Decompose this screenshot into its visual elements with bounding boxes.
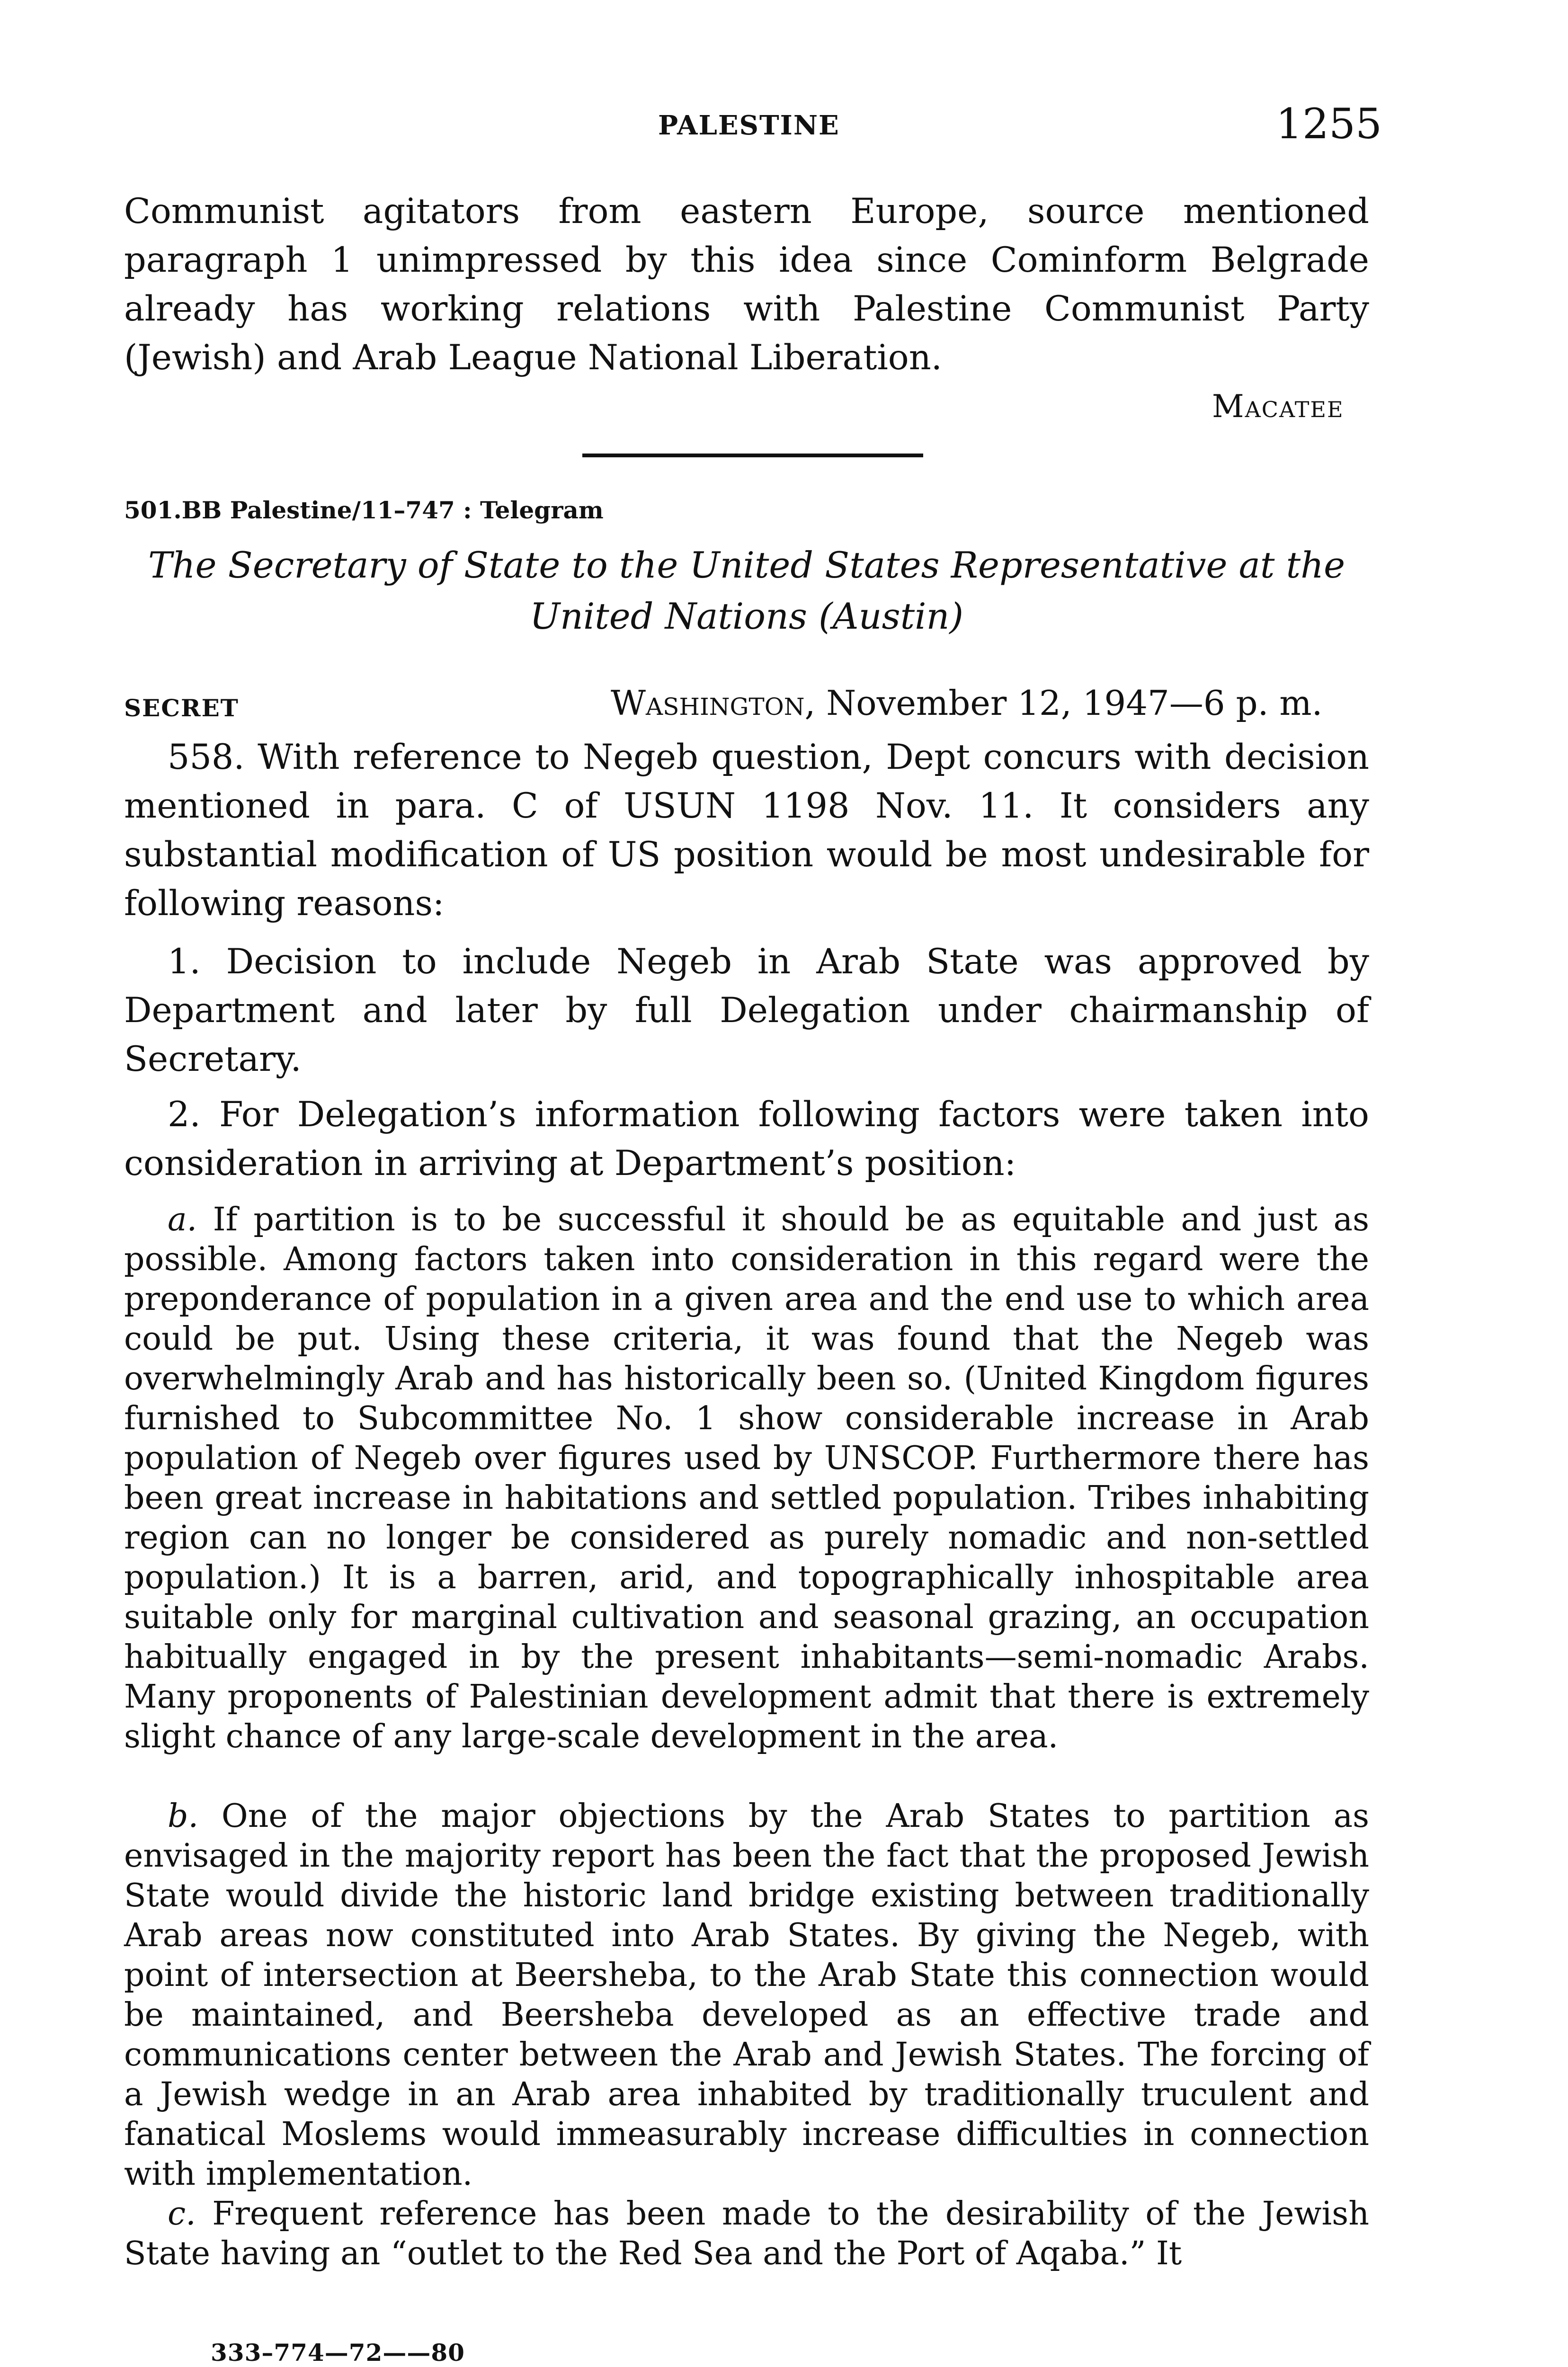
page-number: 1255 [1276, 99, 1382, 148]
sub-item-text: If partition is to be successful it should be as equitable and just as possible. Among factors taken into consideration in this regard were the preponderance of population in a given area and the end use to which area could be put. Using these criteria, it was found that the Negeb was overwhelmingly Arab and has historically been so. (United Kingdom figures furnished to Subcommittee No. 1 show considerable increase in Arab population of Negeb over figures used by UNSCOP. Furthermore there has been great increase in habitations and settled population. Tribes inhabiting region can no longer be considered as purely nomadic and non-settled population.) It is a barren, arid, and topographically inhospitable area suitable only for marginal cultivation and seasonal grazing, an occupation habitually engaged in by the present inhabitants—semi-nomadic Arabs. Many proponents of Palestinian development admit that there is extremely slight chance of any large-scale development in the area. [124, 1201, 1369, 1755]
running-head: PALESTINE [658, 110, 840, 141]
sub-item-letter: a. [168, 1201, 197, 1238]
body-paragraph: 558. With reference to Negeb question, Dept concurs with decision mentioned in para. C of USUN 1198 Nov. 11. It considers any substantial modification of US position would be most undesirable for following reasons: [124, 737, 1369, 924]
sub-item-letter: b. [168, 1797, 199, 1835]
dateline [611, 683, 1323, 723]
dateline-date: , November 12, 1947—6 p. m. [804, 683, 1323, 723]
dateline-place: Washington [611, 683, 805, 723]
classification-label: SECRET [124, 694, 239, 722]
footer-print-code: 333–774—72——80 [211, 2339, 465, 2367]
sub-item-text: Frequent reference has been made to the desirability of the Jewish State having an “outlet to the Red Sea and the Port of Aqaba.” It [124, 2195, 1369, 2272]
signature: Macatee [1212, 388, 1344, 425]
sub-item-text: One of the major objections by the Arab States to partition as envisaged in the majority report has been the fact that the proposed Jewish State would divide the historic land bridge existing between traditionally Arab areas now constituted into Arab States. By giving the Negeb, with point of intersection at Beersheba, to the Arab State this connection would be maintained, and Beersheba developed as an effective trade and communications center between the Arab and Jewish States. The forcing of a Jewish wedge in an Arab area inhabited by traditionally truculent and fanatical Moslems would immeasurably increase difficulties in connection with implementation. [124, 1797, 1369, 2193]
sub-item-b [124, 1797, 1369, 2194]
document-title: The Secretary of State to the United States Representative at the United Nations (Austin) [148, 544, 1345, 637]
body-paragraph: 1. Decision to include Negeb in Arab State was approved by Department and later by full Delegation under chairmanship of Secretary. [124, 942, 1369, 1079]
section-divider [582, 454, 923, 457]
sub-item-letter: c. [168, 2195, 196, 2233]
sub-item-a [124, 1200, 1369, 1757]
previous-document-closing-paragraph: Communist agitators from eastern Europe, source mentioned paragraph 1 unimpressed by this idea since Cominform Belgrade already has working relations with Palestine Communist Party (Jewish) and Arab League National Liberation. [124, 191, 1369, 378]
file-reference: 501.BB Palestine/11–747 : Telegram [124, 496, 604, 524]
body-paragraph: 2. For Delegation’s information following factors were taken into consideration in arriving at Department’s position: [124, 1095, 1369, 1184]
sub-item-c [124, 2194, 1369, 2274]
